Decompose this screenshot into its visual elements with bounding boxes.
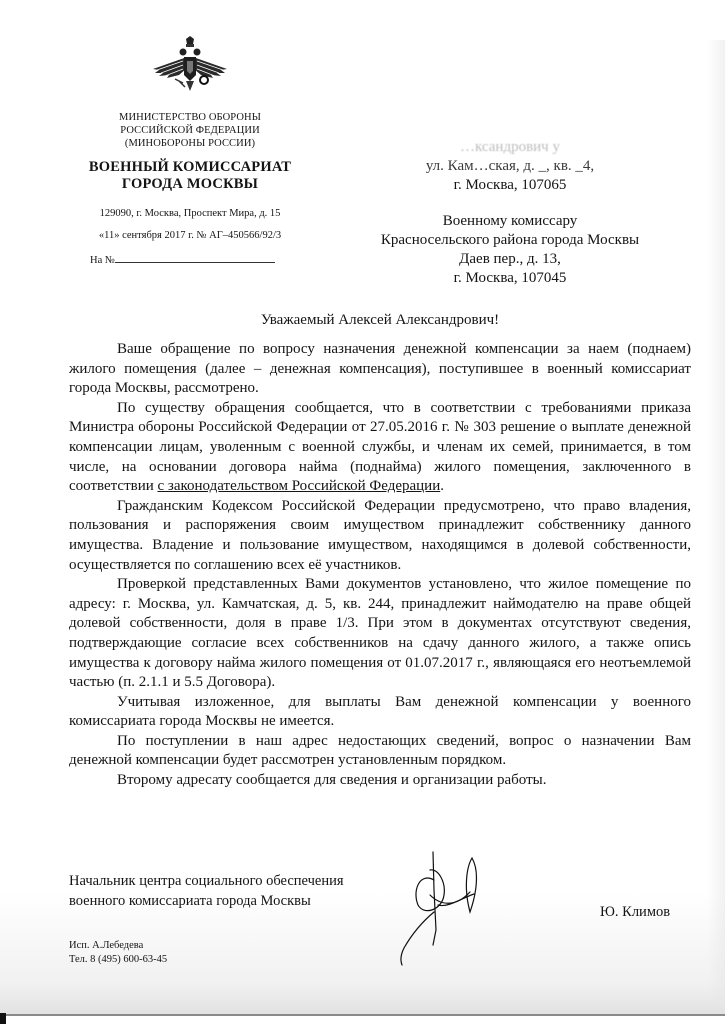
recipient-name-redacted: …ксандрович у <box>460 139 560 155</box>
incoming-reference <box>60 252 320 266</box>
letter-body <box>69 340 691 791</box>
commissariat-line: ГОРОДА МОСКВЫ <box>121 176 259 192</box>
second-recipient-line: Военному комиссару <box>442 213 578 229</box>
ministry-name <box>60 111 320 150</box>
scan-edge-shadow <box>707 40 725 1000</box>
recipient-city: г. Москва, 107065 <box>453 177 567 193</box>
body-paragraph: Второму адресату сообщается для сведения и организации работы. <box>117 772 547 789</box>
salutation: Уважаемый Алексей Александрович! <box>260 312 500 328</box>
body-paragraph: Учитывая изложенное, для выплаты Вам денежной компенсации у военного комиссариата города Москвы не имеется. <box>69 693 691 730</box>
executor-name: Исп. А.Лебедева <box>69 940 144 951</box>
ministry-line: (МИНОБОРОНЫ РОССИИ) <box>124 138 256 149</box>
body-paragraph: По поступлении в наш адрес недостающих сведений, вопрос о назначении Вам денежной компенсации будет рассмотрен установленным порядком. <box>69 732 691 769</box>
recipient-street: ул. Кам…ская, д. _, кв. _4, <box>425 158 595 174</box>
signatory-title-line: Начальник центра социального обеспечения <box>69 873 344 889</box>
second-recipient-line: Красносельского района города Москвы <box>380 232 640 248</box>
body-paragraph-text: По существу обращения сообщается, что в соответствии с требованиями приказа Министра обороны Российской Федерации от 27.05.2016 г. № 303 решение о выплате денежной компенсации лицам, уволенным с военной службы, и членам их семей, принимается, в том числе, на основании договора найма (поднайма) жилого помещения, заключенного в соответствии <box>69 399 691 495</box>
signatory-title <box>69 872 344 911</box>
signatory-name: Ю. Климов <box>600 904 671 920</box>
outgoing-reference: «11» сентября 2017 г. № АГ–450566/92/3 <box>98 230 282 241</box>
ministry-line: РОССИЙСКОЙ ФЕДЕРАЦИИ <box>120 125 260 136</box>
body-paragraph: Проверкой представленных Вами документов установлено, что жилое помещение по адресу: г. Москва, ул. Камчатская, д. 5, кв. 244, принадлежит наймодателю на праве общей долевой собственности, доля в праве 1/3. При этом в документах отсутствуют сведения, подтверждающие согласие всех собственников на сдачу данного жилого, а также опись имущества к договору найма жилого помещения от 01.07.2017 г., являющаяся его неотъемлемой частью (п. 2.1.1 и 5.5 Договора). <box>69 576 691 691</box>
handwritten-signature-icon <box>400 850 485 985</box>
body-paragraph: Ваше обращение по вопросу назначения денежной компенсации за наем (поднаем) жилого помещения (далее – денежная компенсация), поступившее в военный комиссариат города Москвы, рассмотрено. <box>69 341 691 397</box>
scan-corner-mark <box>0 1013 6 1024</box>
recipients-block <box>350 138 670 288</box>
second-recipient-line: г. Москва, 107045 <box>453 270 567 286</box>
letterhead <box>60 35 320 266</box>
executor-phone: Тел. 8 (495) 600-63-45 <box>69 954 168 965</box>
ministry-line: МИНИСТЕРСТВО ОБОРОНЫ <box>119 112 261 123</box>
paragraph-end-punctuation: . <box>440 478 444 495</box>
second-recipient-line: Даев пер., д. 13, <box>459 251 561 267</box>
commissariat-name <box>60 159 320 193</box>
double-headed-eagle-emblem-icon <box>149 35 231 95</box>
body-paragraph <box>69 399 691 497</box>
commissariat-line: ВОЕННЫЙ КОМИССАРИАТ <box>88 159 292 175</box>
executor-info <box>69 939 167 967</box>
underlined-legal-reference: с законодательством Российской Федерации <box>157 478 441 495</box>
signatory-title-line: военного комиссариата города Москвы <box>69 892 311 909</box>
scan-bottom-edge <box>0 1014 725 1026</box>
body-paragraph: Гражданским Кодексом Российской Федерации предусмотрено, что право владения, пользования и распоряжения своим имуществом принадлежит собственнику данного имущества. Владение и пользование имуществом, находящимся в долевой собственности, осуществляется по соглашению всех её участников. <box>69 497 691 573</box>
organization-address: 129090, г. Москва, Проспект Мира, д. 15 <box>99 208 281 219</box>
incoming-reference-label: На № <box>90 255 115 266</box>
incoming-reference-blank <box>115 252 275 263</box>
